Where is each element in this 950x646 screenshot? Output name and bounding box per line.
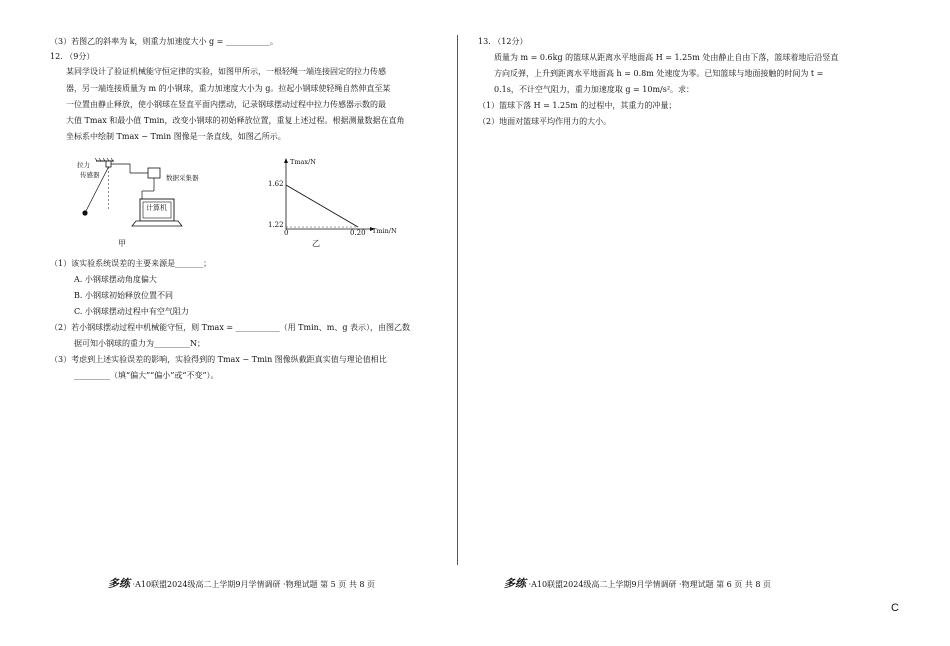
figure-graph — [280, 155, 400, 235]
sensor-label: 传感器 — [80, 171, 100, 179]
left-page — [0, 0, 470, 646]
q13-part2: （2）地面对篮球平均作用力的大小。 — [478, 117, 612, 126]
q13-part1: （1）篮球下落 H = 1.25m 的过程中，其重力的冲量； — [478, 101, 677, 110]
sensor-label: 拉力 — [77, 161, 90, 169]
brand-logo: 多练 — [108, 577, 130, 590]
column-divider — [457, 35, 458, 565]
q12-text-line: 某同学设计了验证机械能守恒定律的实验，如图甲所示，一根轻绳一端连接固定的拉力传感 — [66, 67, 386, 76]
figure-apparatus — [66, 155, 196, 255]
q13-text-line: 质量为 m = 0.6kg 的篮球从距离水平地面高 H = 1.25m 处由静止自由下落，篮球着地后沿竖直 — [494, 53, 839, 62]
figure-caption-a: 甲 — [118, 239, 126, 248]
collector-label: 数据采集器 — [166, 174, 199, 182]
option-a: A. 小钢球摆动角度偏大 — [74, 275, 157, 284]
q12-text-line: 一位置由静止释放，使小钢球在竖直平面内摆动，记录钢球摆动过程中拉力传感器示数的最 — [66, 100, 386, 109]
q13-text-line: 方向反弹，上升到距离水平地面高 h = 0.8m 处速度为零。已知篮球与地面接触的时间为 t = — [494, 69, 824, 78]
computer-label: 计算机 — [146, 204, 167, 212]
y-axis-label: Tmax/N — [290, 158, 316, 166]
brand-logo: 多练 — [504, 577, 526, 590]
figure-caption-b: 乙 — [312, 239, 320, 248]
q12-part1: （1）该实验系统误差的主要来源是_______； — [50, 259, 212, 268]
q13-heading: 13. （12分） — [478, 37, 528, 46]
y-tick-162: 1.62 — [268, 180, 284, 188]
q12-text-line: 坐标系中绘制 Tmax − Tmin 图像是一条直线，如图乙所示。 — [66, 132, 286, 141]
footer-left — [108, 577, 375, 592]
footer-text: ·A10联盟2024级高二上学期9月学情调研 ·物理试题 第 6 页 共 8 页 — [528, 580, 772, 589]
q13-text-line: 0.1s，不计空气阻力，重力加速度取 g = 10m/s²。求： — [494, 85, 695, 94]
footer-text: ·A10联盟2024级高二上学期9月学情调研 ·物理试题 第 5 页 共 8 页 — [132, 580, 376, 589]
origin-label: 0 — [284, 229, 289, 237]
q12-part2: （2）若小钢球摆动过程中机械能守恒，则 Tmax = ___________（用 Tmin、m、g 表示），由图乙数 — [50, 323, 411, 332]
option-b: B. 小钢球初始释放位置不同 — [74, 291, 173, 300]
q12-part3: （3）考虑到上述实验误差的影响，实验得到的 Tmax − Tmin 图像纵截距真实值与理论值相比 — [50, 355, 387, 364]
q12-text-line: 大值 Tmax 和最小值 Tmin，改变小钢球的初始释放位置，重复上述过程。根据测量数据在直角 — [66, 116, 405, 125]
x-axis-label: Tmin/N — [372, 227, 397, 235]
y-tick-122: 1.22 — [268, 221, 284, 229]
q11-part3: （3）若图乙的斜率为 k，则重力加速度大小 g = ___________。 — [50, 37, 278, 46]
right-page — [478, 0, 950, 646]
option-c: C. 小钢球摆动过程中有空气阻力 — [74, 307, 189, 316]
q12-part3-cont: _________（填“偏大”“偏小”或“不变”）。 — [74, 371, 219, 380]
q12-heading: 12. （9分） — [50, 52, 95, 61]
footer-right — [504, 577, 771, 592]
q12-text-line: 器，另一端连接质量为 m 的小钢球，重力加速度大小为 g。拉起小钢球使轻绳自然伸直至某 — [66, 84, 391, 93]
q12-part2-cont: 据可知小钢球的重力为_________N； — [74, 339, 205, 348]
corner-mark: C — [891, 602, 899, 614]
x-tick-020: 0.20 — [350, 229, 366, 237]
